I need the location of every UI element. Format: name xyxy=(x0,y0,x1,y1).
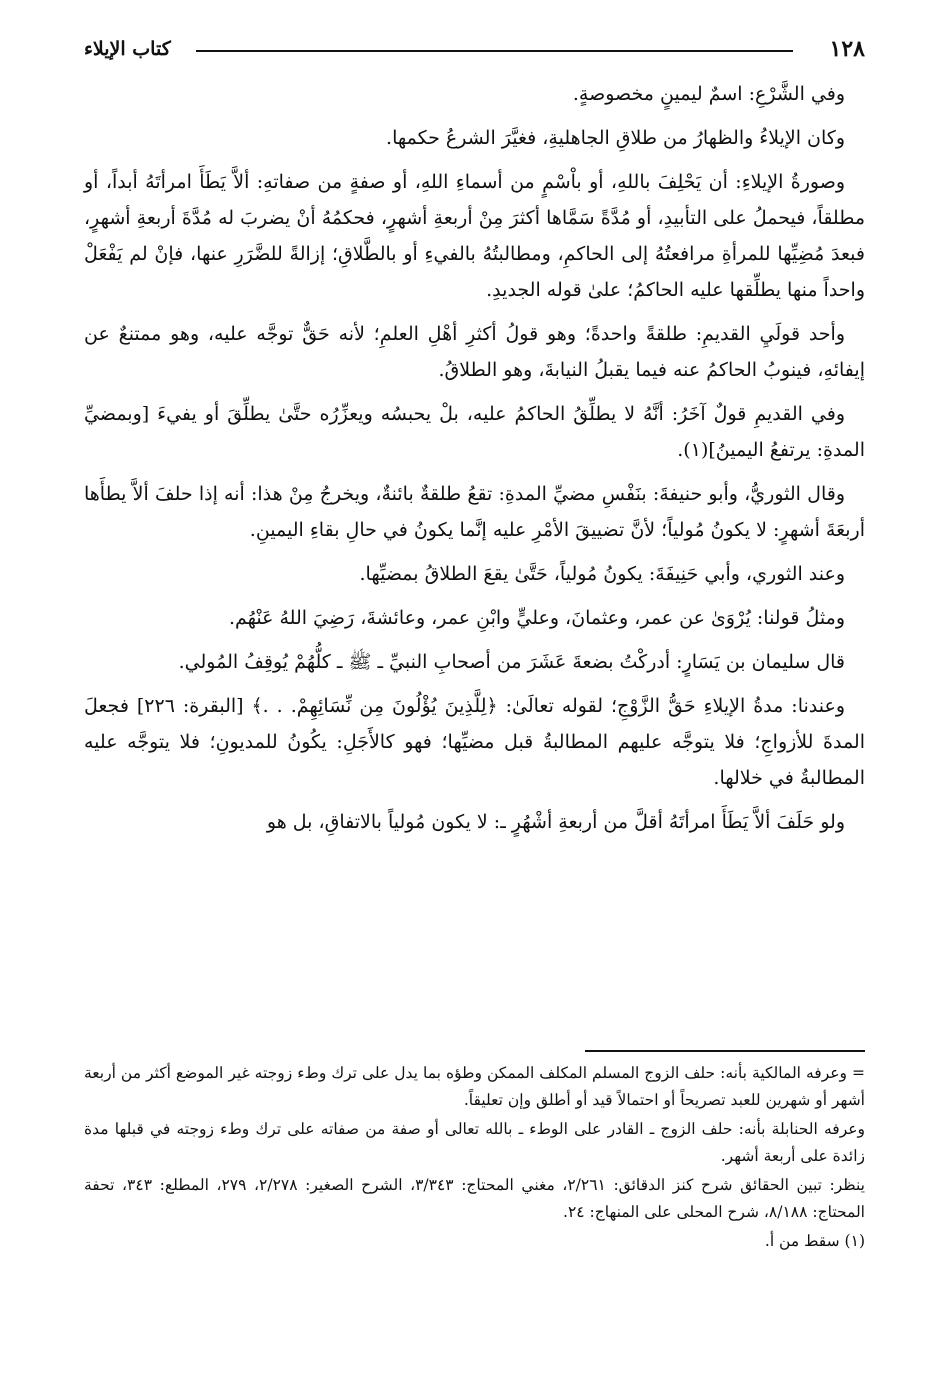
paragraph: وفي القديمِ قولٌ آخَرُ: أنَّهُ لا يطلِّقُ الحاكمُ عليه، بلْ يحبسُه ويعزِّرُه حتَّىٰ يطلِّقَ أو يفيءَ [وبمضيِّ المدةِ: يرتفعُ اليمينُ](١). xyxy=(84,403,865,461)
footnote: = وعرفه المالكية بأنه: حلف الزوج المسلم المكلف الممكن وطؤه بما يدل على ترك وطء زوجته غير الموضع أكثر من أربعة أشهر أو شهرين للعبد تصريحاً أو احتمالاً قيد أو أطلق وإن تعليقاً. xyxy=(84,1064,865,1109)
paragraph: وعند الثوري، وأبي حَنِيفَةَ: يكونُ مُولياً، حَتَّىٰ يقعَ الطلاقُ بمضيِّها. xyxy=(359,563,845,585)
paragraph: وكان الإيلاءُ والظهارُ من طلاقِ الجاهليةِ، فغيَّرَ الشرعُ حكمها. xyxy=(386,127,845,149)
paragraph: وأحد قولَيِ القديمِ: طلقةً واحدةً؛ وهو قولُ أكثرِ أهْلِ العلمِ؛ لأنه حَقٌّ توجَّه عليه، وهو ممتنعٌ عن إيفائهِ، فينوبُ الحاكمُ عنه فيما يقبلُ النيابةَ، وهو الطلاقُ. xyxy=(84,323,865,381)
footnote: ينظر: تبين الحقائق شرح كنز الدقائق: ٢/٢٦١، مغني المحتاج: ٣/٣٤٣، الشرح الصغير: ٢/٢٧٨، ٢٧٩، المطلع: ٣٤٣، تحفة المحتاج: ٨/١٨٨، شرح المحلى على المنهاج: ٢٤. xyxy=(84,1176,865,1221)
paragraph: وفي الشَّرْعِ: اسمٌ ليمينٍ مخصوصةٍ. xyxy=(572,83,845,105)
paragraph: قال سليمان بن يَسَارٍ: أدركْتُ بضعةَ عَشَرَ من أصحابِ النبيِّ ـ ﷺ ـ كلُّهُمْ يُوقِفُ المُولي. xyxy=(178,651,845,673)
footnote: وعرفه الحنابلة بأنه: حلف الزوج ـ القادر على الوطء ـ بالله تعالى أو صفة من صفاته على ترك وطء زوجته في قبلها مدة زائدة على أربعة أشهر. xyxy=(84,1120,865,1165)
paragraph: وصورةُ الإيلاءِ: أن يَحْلِفَ باللهِ، أو باْسْمٍ من أسماءِ اللهِ، أو صفةٍ من صفاتهِ: ألاَّ يَطَأَ امرأتَهُ أبداً، أو مطلقاً، فيحملُ على التأبيدِ، أو مُدَّةً سَمَّاها أكثرَ مِنْ أربعةِ أشهرٍ، فحكمُهُ أنْ يضربَ له مُدَّةَ أربعةِ أشهرٍ، فبعدَ مُضِيِّها للمرأةِ مرافعتُهُ إلى الحاكمِ، ومطالبتُهُ بالفيءِ أو بالطَّلاقِ؛ إزالةً للضَّرَرِ عنها، فإنْ لم يَفْعَلْ واحداً منها يطلِّقها عليه الحاكمُ؛ علىٰ قوله الجديدِ. xyxy=(84,171,865,301)
page-header xyxy=(84,34,865,64)
paragraph: ومثلُ قولنا: يُرْوَىٰ عن عمر، وعثمانَ، وعليٍّ وابْنِ عمر، وعائشةَ، رَضِيَ اللهُ عَنْهُم. xyxy=(228,607,845,629)
footnote-separator xyxy=(585,1050,865,1052)
paragraph: ولو حَلَفَ ألاَّ يَطَأَ امرأتَهُ أقلَّ من أربعةِ أشْهُرٍ ـ: لا يكون مُولياً بالاتفاقِ، بل هو xyxy=(266,811,845,833)
header-rule xyxy=(196,50,793,52)
footnote: (١) سقط من أ. xyxy=(764,1232,865,1250)
book-title: كتاب الإيلاء xyxy=(84,38,171,60)
footnotes xyxy=(84,1060,865,1257)
page-number: ١٢٨ xyxy=(829,36,865,62)
main-text xyxy=(84,76,865,848)
paragraph: وعندنا: مدةُ الإيلاءِ حَقُّ الزَّوْجِ؛ لقوله تعالَىٰ: ﴿لِلَّذِينَ يُؤْلُونَ مِن نِّسَائِهِمْ. . .﴾ [البقرة: ٢٢٦] فجعلَ المدةَ للأزواجِ؛ فلا يتوجَّه عليهم المطالبةُ قبل مضيِّها؛ فهو كالأَجَلِ: يكُونُ للمديونِ؛ فلا يتوجَّه عليه المطالبةُ في خلالها. xyxy=(84,695,865,789)
paragraph: وقال الثوريُّ، وأبو حنيفةَ: بنَفْسِ مضيِّ المدةِ: تقعُ طلقةٌ بائنةٌ، ويخرجُ مِنْ هذا: أنه إذا حلفَ ألاَّ يطأَها أربعَةَ أشهرٍ: لا يكونُ مُولياً؛ لأنَّ تضييقَ الأمْرِ عليه إنَّما يكونُ في حالِ بقاءِ اليمينِ. xyxy=(84,483,865,541)
